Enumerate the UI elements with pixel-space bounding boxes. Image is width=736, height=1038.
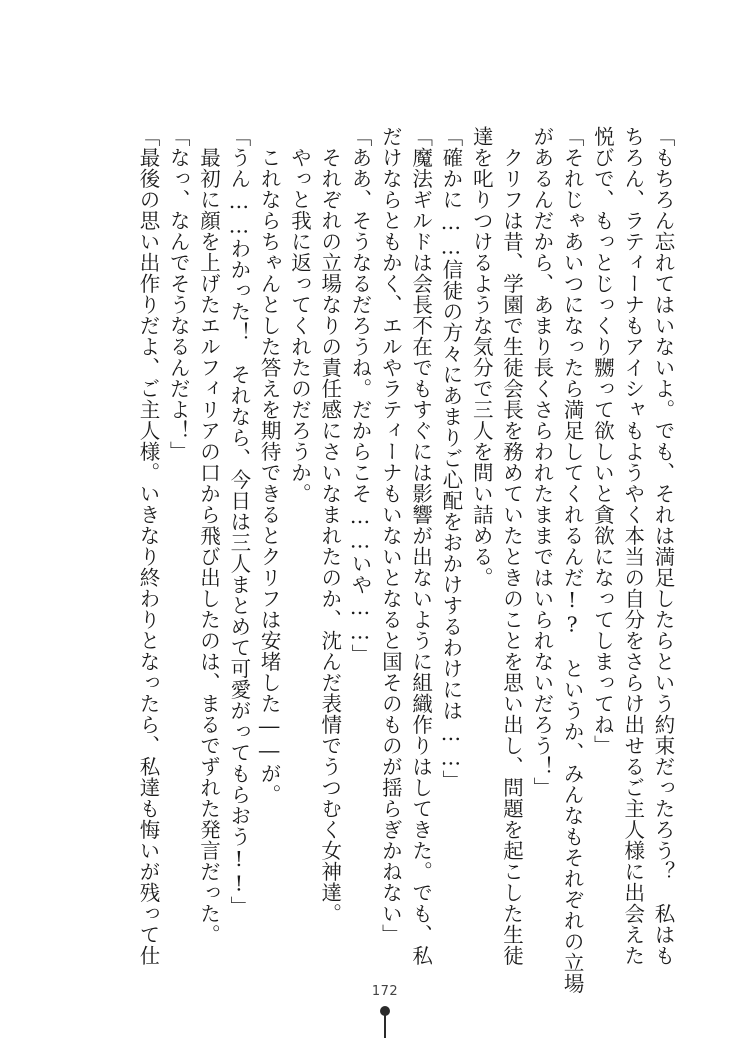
text-line: があるんだから、あまり長くさらわれたままではいられないだろう！」 xyxy=(529,126,554,798)
text-line: 「最後の思い出作りだよ、ご主人様。いきなり終わりとなったら、私達も悔いが残って仕 xyxy=(135,126,160,966)
text-line: 悦びで、もっとじっくり嬲って欲しいと貪欲になってしまってね」 xyxy=(590,126,615,756)
page-number: 172 xyxy=(371,984,399,999)
text-line: 「確かに……信徒の方々にあまりご心配をおかけするわけには……」 xyxy=(438,126,463,791)
page-marker-stem xyxy=(384,1014,386,1038)
text-line: 「ああ、そうなるだろうね。だからこそ……いや……」 xyxy=(348,126,373,665)
text-line: 達を叱りつけるような気分で三人を問い詰める。 xyxy=(469,126,494,588)
text-line: クリフは昔、学園で生徒会長を務めていたときのことを思い出し、問題を起こした生徒 xyxy=(499,126,524,966)
text-line: 「なっ、なんでそうなるんだよ！」 xyxy=(166,126,191,462)
text-line: 「それじゃあいつになったら満足してくれるんだ!? というか、みんなもそれぞれの立場 xyxy=(560,126,585,994)
text-line: だけならともかく、エルやラティーナもいないとなると国そのものが揺らぎかねない」 xyxy=(378,126,403,945)
text-line: ちろん、ラティーナもアイシャもようやく本当の自分をさらけ出せるご主人様に出会えた xyxy=(620,126,645,966)
text-line: 「魔法ギルドは会長不在でもすぐには影響が出ないように組織作りはしてきた。でも、私 xyxy=(408,126,433,966)
page-marker-icon xyxy=(384,1006,386,1038)
text-line: 最初に顔を上げたエルフィリアの口から飛び出したのは、まるでずれた発言だった。 xyxy=(196,126,221,945)
text-line: やっと我に返ってくれたのだろうか。 xyxy=(287,126,312,504)
text-line: 「うん……わかった！ それなら、今日は三人まとめて可愛がってもらおう!!」 xyxy=(226,126,251,917)
text-line: 「もちろん忘れてはいないよ。でも、それは満足したらという約束だったろう？ 私はも xyxy=(651,126,675,966)
text-line: それぞれの立場なりの責任感にさいなまれたのか、沈んだ表情でうつむく女神達。 xyxy=(317,126,342,924)
text-line: これならちゃんとした答えを期待できるとクリフは安堵した――が。 xyxy=(257,126,282,805)
